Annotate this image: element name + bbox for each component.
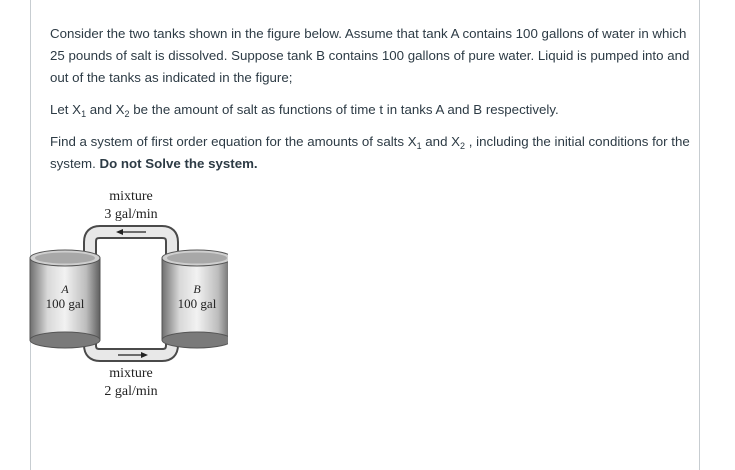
bottom-flow-label: mixture: [109, 366, 153, 381]
tank-a-letter: A: [61, 282, 69, 296]
top-flow-label: mixture: [109, 189, 153, 204]
tank-diagram: [28, 180, 228, 410]
tank-b: [162, 250, 228, 348]
tank-a-volume: 100 gal: [45, 296, 85, 311]
text-segment: and X: [86, 102, 125, 117]
tank-b-letter: B: [193, 282, 201, 296]
tank-a: [30, 250, 100, 348]
question-text: [50, 23, 690, 185]
text-segment: and X: [421, 134, 461, 149]
subscript: 2: [460, 141, 466, 151]
problem-statement: Consider the two tanks shown in the figure below. Assume that tank A contains 100 gallons of water in which 25 pounds of salt is dissolved. Suppose tank B contains 100 gallons of pure water. Liquid is pumped into and out of the tanks as indicated in the figure;: [50, 26, 690, 85]
task-instruction: [50, 131, 690, 175]
text-segment: Find a system of first order equation for the amounts of salts X: [50, 134, 417, 149]
variable-definition: [50, 99, 690, 121]
text-segment: Let X: [50, 102, 82, 117]
bottom-flow-rate: 2 gal/min: [104, 384, 158, 399]
subscript: 2: [124, 109, 130, 119]
top-pipe: [90, 229, 172, 275]
bold-instruction: Do not Solve the system.: [99, 156, 258, 171]
tank-figure: [28, 180, 228, 410]
text-segment: be the amount of salt as functions of time t in tanks A and B respectively.: [129, 102, 559, 117]
subscript: 1: [416, 141, 422, 151]
text-segment: , including the initial conditions for the system.: [50, 134, 690, 171]
bottom-pipe: [90, 330, 172, 358]
top-flow-rate: 3 gal/min: [104, 207, 158, 222]
subscript: 1: [81, 109, 87, 119]
tank-b-volume: 100 gal: [177, 296, 217, 311]
